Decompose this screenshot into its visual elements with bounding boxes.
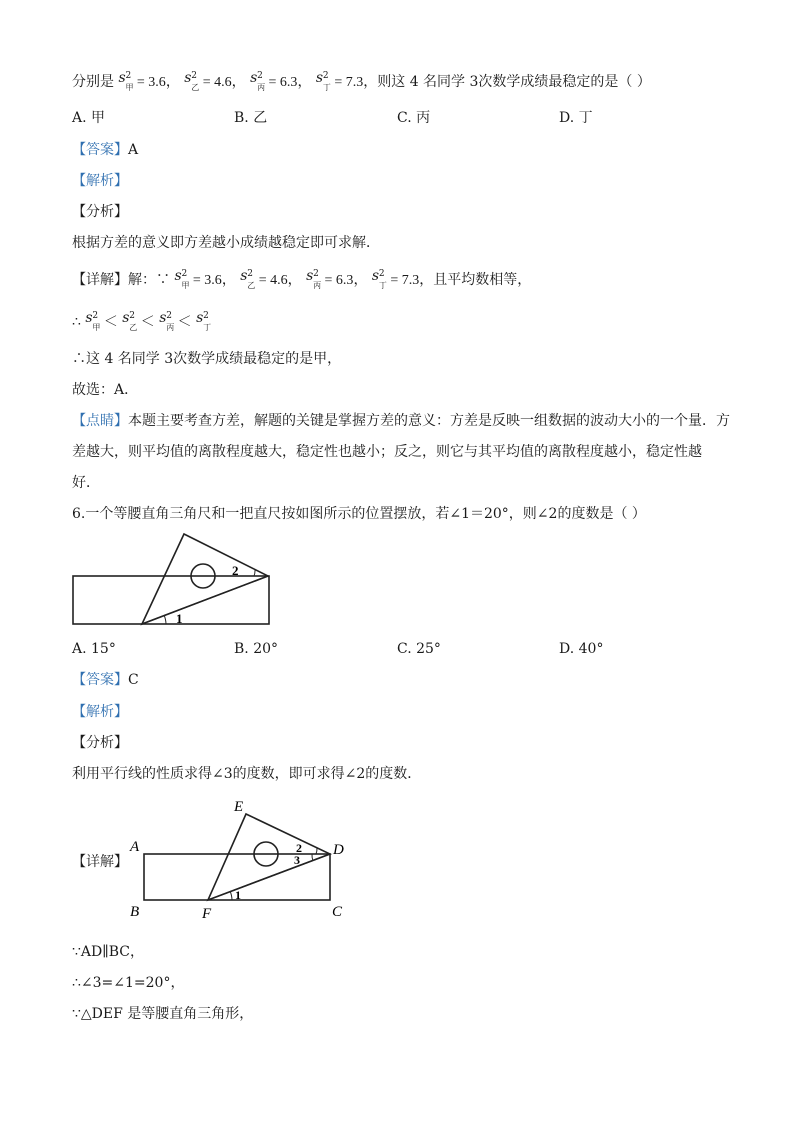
q6-step-2: ∴∠3=∠1=20°，	[72, 975, 185, 991]
q5-fenxi-heading: 【分析】	[72, 204, 128, 220]
svg-text:B: B	[130, 904, 140, 920]
q5-dianjing-3: 好．	[72, 475, 100, 491]
svg-text:2: 2	[296, 841, 302, 855]
triangle	[142, 534, 268, 624]
q5-inequality: ∴ s 2 甲 ＜ s 2 乙 ＜ s 2 丙 ＜ s 2 丁	[72, 310, 212, 332]
ruler-rect	[73, 576, 269, 624]
svg-text:3: 3	[294, 853, 300, 867]
svg-text:C: C	[332, 904, 343, 920]
q5-answer: 【答案】A	[72, 142, 139, 158]
q6-detail-heading: 【详解】	[72, 854, 128, 870]
var-s-yi: s 2 乙	[184, 70, 200, 92]
q5-option-a: A. 甲	[72, 110, 106, 126]
detail-s-bing: s 2 丙	[306, 268, 322, 290]
q5-stem: 分别是 s 2 甲 = 3.6， s 2 乙 = 4.6， s 2 丙 = 6.3， s 2 丁 = 7.3，则这 4 名同学 3次数学成绩最稳定的是（ ）	[72, 70, 651, 92]
q5-conclusion: ∴这 4 名同学 3次数学成绩最稳定的是甲，	[72, 351, 342, 367]
q6-fenxi-text: 利用平行线的性质求得∠3的度数，即可求得∠2的度数．	[72, 766, 422, 782]
q5-analysis-heading: 【解析】	[72, 173, 128, 189]
q6-solution-figure	[126, 796, 356, 924]
svg-text:A: A	[130, 839, 140, 855]
q5-option-d: D. 丁	[559, 110, 593, 126]
q5-dianjing-1: 【点睛】本题主要考查方差，解题的关键是掌握方差的意义：方差是反映一组数据的波动大小的一个量．方	[72, 413, 730, 429]
q6-fenxi-heading: 【分析】	[72, 735, 128, 751]
var-s-jia: s 2 甲	[118, 70, 134, 92]
q5-dianjing-2: 差越大，则平均值的离散程度越大，稳定性也越小；反之，则它与其平均值的离散程度越小，稳定性越	[72, 444, 702, 460]
detail-s-jia: s 2 甲	[174, 268, 190, 290]
angle-label-2: 2	[232, 563, 239, 578]
detail-s-yi: s 2 乙	[240, 268, 256, 290]
svg-text:D: D	[333, 842, 344, 858]
svg-text:E: E	[234, 799, 244, 815]
q6-analysis-heading: 【解析】	[72, 704, 128, 720]
q6-step-3: ∵△DEF 是等腰直角三角形，	[72, 1006, 254, 1022]
svg-text:F: F	[202, 906, 212, 922]
q6-option-a: A. 15°	[72, 641, 116, 657]
q6-answer: 【答案】C	[72, 672, 139, 688]
var-s-ding: s 2 丁	[315, 70, 331, 92]
q5-fenxi-text: 根据方差的意义即方差越小成绩越稳定即可求解．	[72, 235, 380, 251]
detail-s-ding: s 2 丁	[371, 268, 387, 290]
angle-label-1: 1	[176, 611, 183, 626]
q5-detail: 【详解】解：∵ s 2 甲 = 3.6， s 2 乙 = 4.6， s 2 丙 = 6.3， s 2 丁 = 7.3，且平均数相等，	[72, 268, 532, 290]
var-s-bing: s 2 丙	[250, 70, 266, 92]
q6-option-d: D. 40°	[559, 641, 604, 657]
q6-stem: 6.一个等腰直角三角尺和一把直尺按如图所示的位置摆放，若∠1＝20°，则∠2的度数是（ ）	[72, 506, 646, 522]
q5-option-b: B. 乙	[234, 110, 268, 126]
q6-option-b: B. 20°	[234, 641, 279, 657]
q5-choose: 故选：A．	[72, 382, 139, 398]
q6-figure	[70, 530, 280, 630]
q6-option-c: C. 25°	[397, 641, 441, 657]
q6-step-1: ∵AD∥BC，	[72, 944, 144, 960]
svg-text:1: 1	[235, 888, 241, 902]
q5-option-c: C. 丙	[397, 110, 431, 126]
